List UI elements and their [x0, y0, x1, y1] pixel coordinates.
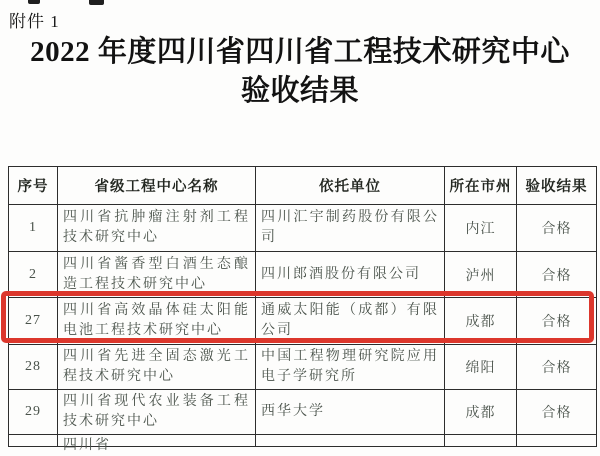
table-row	[9, 390, 597, 435]
col-header-result: 验收结果	[517, 167, 597, 205]
cell-serial: 27	[9, 298, 58, 345]
document-title-line2: 验收结果	[240, 75, 359, 107]
table-row	[9, 205, 597, 252]
cell-center-name: 四川省先进全固态激光工程技术研究中心	[58, 345, 256, 390]
scan-artifact	[89, 0, 104, 5]
cell-serial: 2	[9, 252, 58, 298]
cell-serial	[9, 435, 58, 447]
cell-city: 成都	[445, 390, 517, 435]
clipped-text: 四川省	[63, 438, 111, 453]
table-row-highlighted	[9, 298, 597, 345]
col-header-center-name: 省级工程中心名称	[58, 167, 256, 205]
cell-supporting-unit: 四川汇宇制药股份有限公司	[256, 205, 445, 252]
col-header-city: 所在市州	[445, 167, 517, 205]
cell-supporting-unit: 四川郎酒股份有限公司	[256, 252, 445, 298]
document-title	[0, 33, 600, 111]
cell-center-name: 四川省高效晶体硅太阳能电池工程技术研究中心	[58, 298, 256, 345]
cell-center-name: 四川省抗肿瘤注射剂工程技术研究中心	[58, 205, 256, 252]
cell-result: 合格	[517, 345, 597, 390]
cell-city: 泸州	[445, 252, 517, 298]
cell-center-name: 四川省酱香型白酒生态酿造工程技术研究中心	[58, 252, 256, 298]
cell-city: 内江	[445, 205, 517, 252]
cell-center-name: 四川省现代农业装备工程技术研究中心	[58, 390, 256, 435]
cell-supporting-unit	[256, 435, 445, 447]
cell-serial: 29	[9, 390, 58, 435]
table-row-partial	[9, 435, 597, 447]
cell-result	[517, 435, 597, 447]
cell-city: 绵阳	[445, 345, 517, 390]
col-header-supporting-unit: 依托单位	[256, 167, 445, 205]
cell-center-name	[58, 435, 256, 453]
cell-result: 合格	[517, 298, 597, 345]
table-row	[9, 252, 597, 298]
cell-supporting-unit: 通威太阳能（成都）有限公司	[256, 298, 445, 345]
cell-supporting-unit: 西华大学	[256, 390, 445, 435]
cell-result: 合格	[517, 205, 597, 252]
document-title-line1: 2022 年度四川省四川省工程技术研究中心	[30, 36, 570, 68]
cell-serial: 1	[9, 205, 58, 252]
cell-result: 合格	[517, 252, 597, 298]
cell-city: 成都	[445, 298, 517, 345]
col-header-serial: 序号	[9, 167, 58, 205]
cell-result: 合格	[517, 390, 597, 435]
table-row	[9, 345, 597, 390]
attachment-label: 附件 1	[9, 12, 60, 31]
scan-artifact	[28, 0, 40, 4]
cell-supporting-unit: 中国工程物理研究院应用电子学研究所	[256, 345, 445, 390]
table-header-row	[9, 167, 597, 205]
results-table	[8, 166, 597, 453]
cell-city	[445, 435, 517, 447]
cell-serial: 28	[9, 345, 58, 390]
